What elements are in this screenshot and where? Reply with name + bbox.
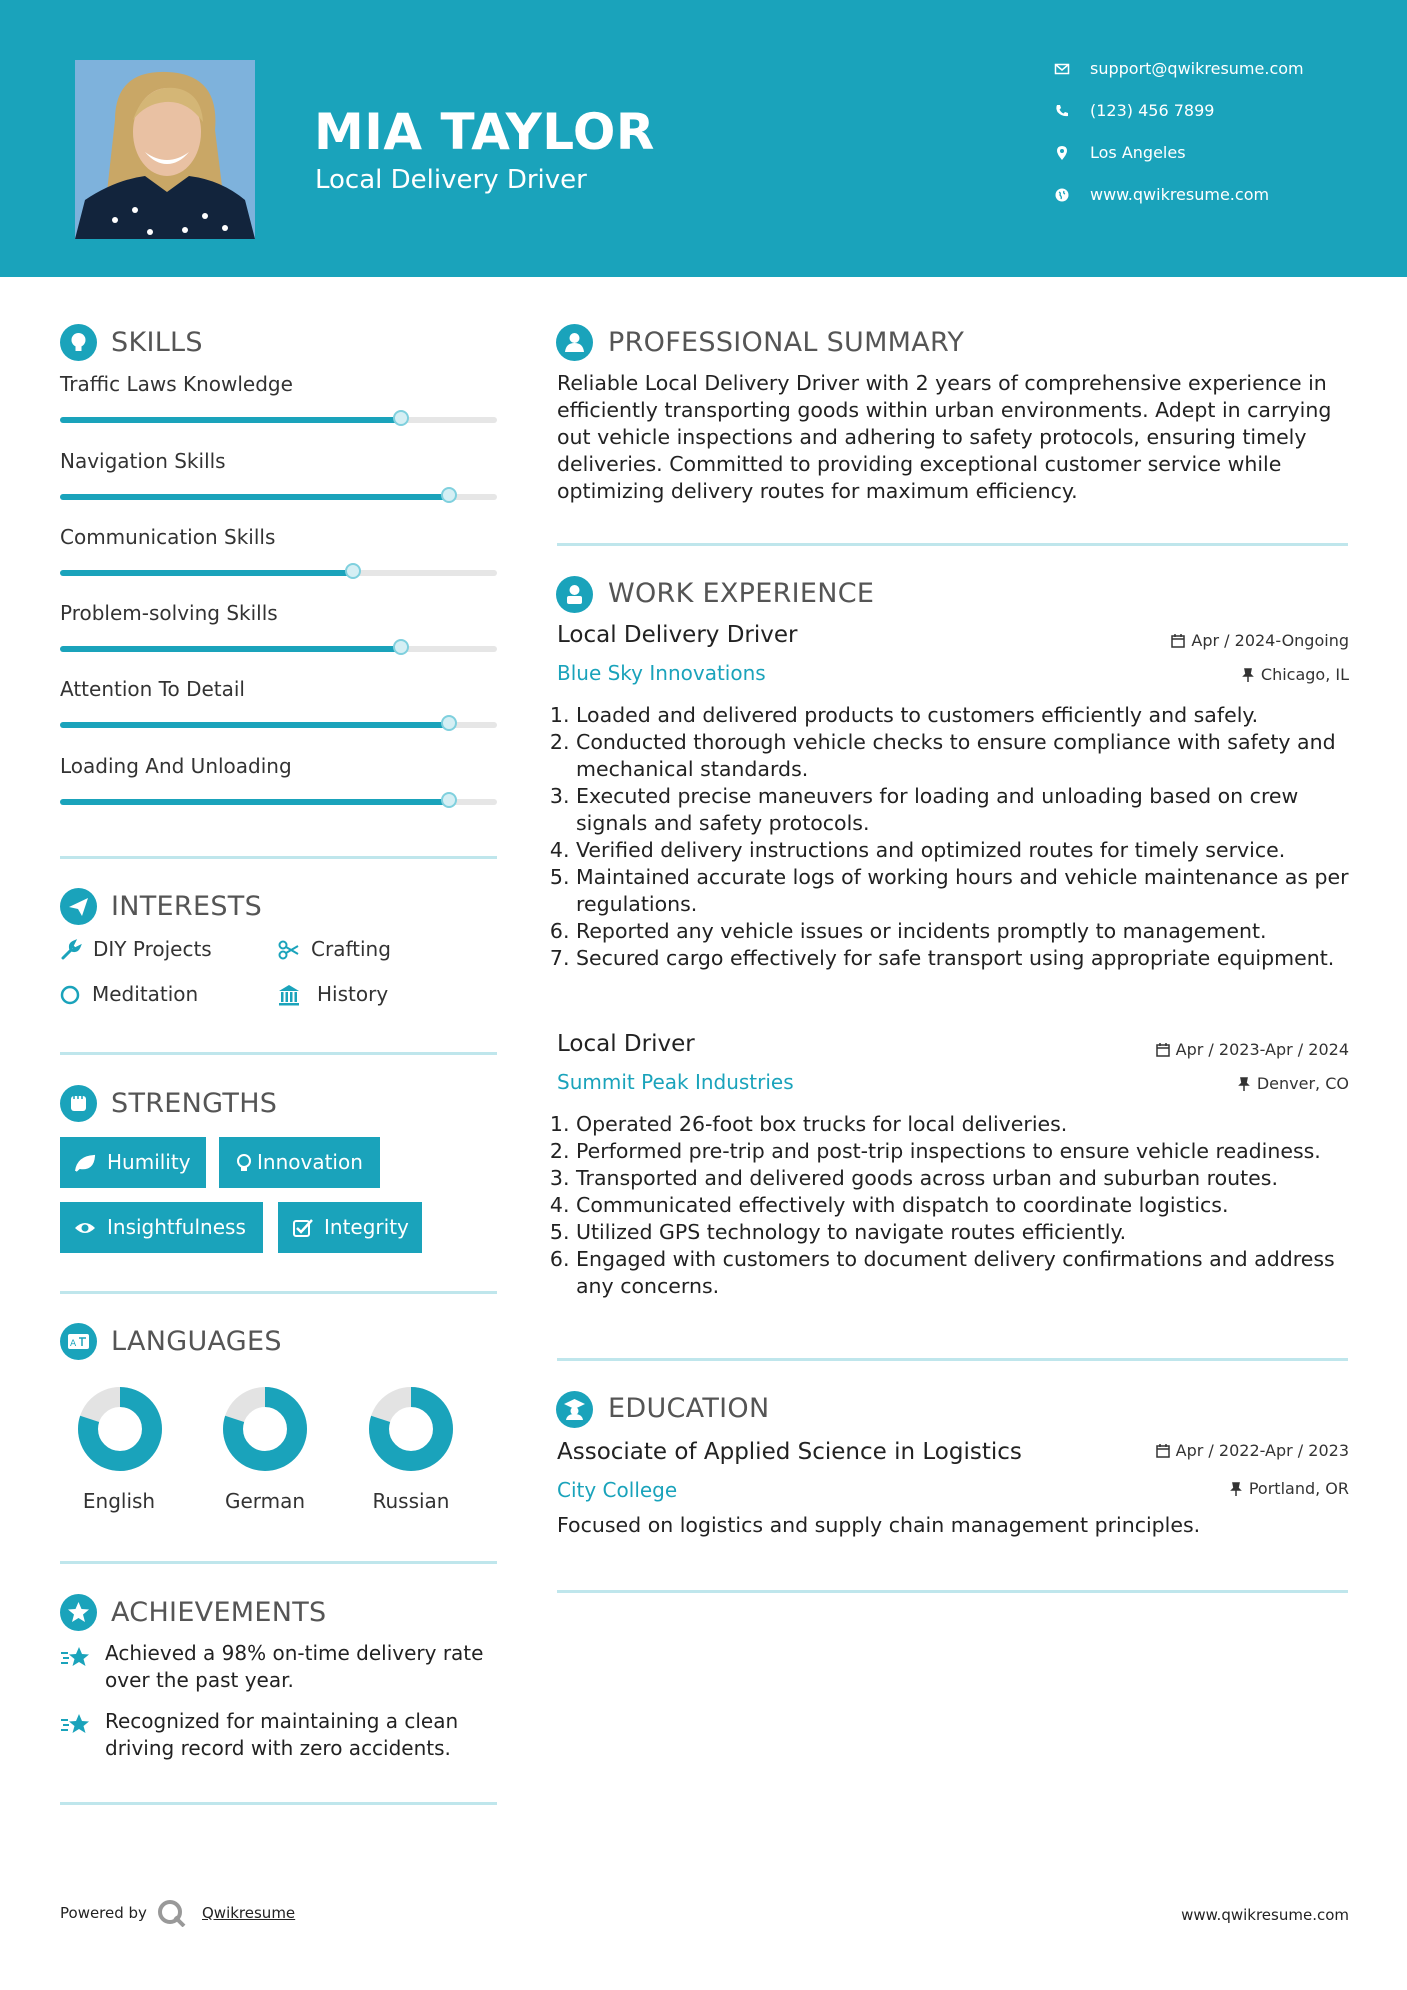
wrench-icon — [60, 939, 82, 961]
header-banner: MIA TAYLOR Local Delivery Driver support@qwikresume.com (123) 456 7899 Los Angeles www.qwikresume.com — [0, 0, 1407, 277]
skill-bar — [60, 417, 497, 423]
company-name: Summit Peak Industries — [557, 1070, 794, 1094]
section-divider — [60, 1561, 497, 1564]
language-label: English — [82, 1489, 156, 1513]
language-label: Russian — [372, 1489, 450, 1513]
calendar-icon — [1156, 1043, 1170, 1057]
duty-item: 4. Verified delivery instructions and optimized routes for timely service. — [576, 837, 1369, 864]
job-duties — [557, 1111, 1369, 1300]
powered-by-label: Powered by — [60, 1904, 147, 1922]
skills-heading: SKILLS — [111, 327, 203, 358]
duty-item: 1. Operated 26-foot box trucks for local deliveries. — [576, 1111, 1369, 1138]
duty-item: 7. Secured cargo effectively for safe transport using appropriate equipment. — [576, 945, 1369, 972]
achievements-heading: ACHIEVEMENTS — [111, 1597, 327, 1628]
lightbulb-icon — [233, 1153, 255, 1173]
calendar-icon — [1171, 634, 1185, 648]
section-divider — [60, 1802, 497, 1805]
pushpin-icon — [1237, 1077, 1251, 1091]
strength-badge: Innovation — [219, 1137, 380, 1188]
section-divider — [557, 543, 1348, 546]
qwikresume-link[interactable]: Qwikresume — [202, 1904, 296, 1922]
interests-heading: INTERESTS — [111, 891, 263, 922]
section-divider — [60, 1291, 497, 1294]
job-location: Denver, CO — [1237, 1074, 1349, 1093]
svg-text:A: A — [70, 1339, 77, 1349]
skill-label: Navigation Skills — [60, 449, 226, 473]
skill-bar — [60, 799, 497, 805]
profile-photo — [75, 60, 255, 239]
duty-item: 3. Transported and delivered goods across urban and suburban routes. — [576, 1165, 1369, 1192]
skill-label: Loading And Unloading — [60, 754, 292, 778]
skill-label: Communication Skills — [60, 525, 276, 549]
duty-item: 6. Engaged with customers to document delivery confirmations and address any concerns. — [576, 1246, 1369, 1300]
phone-icon — [1054, 103, 1070, 119]
job-title: Local Delivery Driver — [557, 622, 798, 648]
languages-heading: LANGUAGES — [111, 1326, 282, 1357]
bank-icon — [278, 984, 300, 1006]
paper-plane-icon — [60, 888, 97, 925]
leaf-icon — [74, 1153, 96, 1173]
pushpin-icon — [1229, 1482, 1243, 1496]
duty-item: 2. Performed pre-trip and post-trip inspections to ensure vehicle readiness. — [576, 1138, 1369, 1165]
education-heading: EDUCATION — [608, 1393, 770, 1424]
skill-bar — [60, 646, 497, 652]
language-ring — [368, 1386, 454, 1472]
summary-heading: PROFESSIONAL SUMMARY — [608, 327, 965, 358]
job-title: Local Driver — [557, 1031, 695, 1057]
star-icon — [60, 1712, 92, 1738]
summary-text: Reliable Local Delivery Driver with 2 years of comprehensive experience in efficiently transporting goods within urban environments. Adept in carrying out vehicle inspections and adhering to safety protocols, ensuring timely deliveries. Committed to providing exceptional customer service while optimizing delivery routes for maximum efficiency. — [557, 371, 1332, 503]
section-divider — [60, 1052, 497, 1055]
school-name: City College — [557, 1478, 678, 1502]
skill-label: Problem-solving Skills — [60, 601, 278, 625]
skill-bar — [60, 494, 497, 500]
scissors-icon — [278, 939, 300, 961]
skill-bar — [60, 722, 497, 728]
job-duties — [557, 702, 1369, 972]
pushpin-icon — [1241, 668, 1255, 682]
strength-badge: Insightfulness — [60, 1202, 263, 1253]
skill-knob — [441, 792, 457, 808]
job-location: Chicago, IL — [1241, 665, 1349, 684]
envelope-icon — [1054, 61, 1070, 77]
company-name: Blue Sky Innovations — [557, 661, 766, 685]
candidate-title: Local Delivery Driver — [315, 165, 587, 195]
star-badge-icon — [60, 1594, 97, 1631]
location-pin-icon — [1054, 145, 1070, 161]
briefcase-user-icon — [556, 576, 593, 613]
achievement-item: Recognized for maintaining a clean driving record with zero accidents. — [105, 1709, 459, 1760]
duty-item: 5. Utilized GPS technology to navigate routes efficiently. — [576, 1219, 1369, 1246]
skill-knob — [441, 715, 457, 731]
checkbox-icon — [292, 1218, 314, 1238]
duty-item: 2. Conducted thorough vehicle checks to ensure compliance with safety and mechanical standards. — [576, 729, 1369, 783]
skill-label: Traffic Laws Knowledge — [60, 372, 293, 396]
section-divider — [557, 1358, 1348, 1361]
qwikresume-logo-icon[interactable] — [157, 1899, 187, 1927]
education-dates: Apr / 2022-Apr / 2023 — [1156, 1441, 1349, 1460]
language-icon — [60, 1323, 97, 1360]
education-location: Portland, OR — [1229, 1479, 1349, 1498]
duty-item: 3. Executed precise maneuvers for loading and unloading based on crew signals and safety protocols. — [576, 783, 1369, 837]
lightbulb-icon — [60, 324, 97, 361]
circle-icon — [60, 984, 82, 1006]
section-divider — [557, 1590, 1348, 1593]
language-ring — [222, 1386, 308, 1472]
skill-knob — [441, 487, 457, 503]
graduate-icon — [556, 1391, 593, 1428]
experience-heading: WORK EXPERIENCE — [608, 578, 875, 609]
footer-url[interactable]: www.qwikresume.com — [1181, 1906, 1349, 1924]
calendar-icon — [1156, 1444, 1170, 1458]
language-ring — [77, 1386, 163, 1472]
skill-knob — [393, 639, 409, 655]
job-dates: Apr / 2024-Ongoing — [1171, 631, 1349, 650]
skill-bar — [60, 570, 497, 576]
achievement-item: Achieved a 98% on-time delivery rate over the past year. — [105, 1641, 484, 1692]
fist-icon — [60, 1085, 97, 1122]
candidate-name: MIA TAYLOR — [314, 103, 655, 161]
duty-item: 6. Reported any vehicle issues or incidents promptly to management. — [576, 918, 1369, 945]
eye-icon — [74, 1218, 96, 1238]
globe-icon — [1054, 187, 1070, 203]
user-icon — [556, 324, 593, 361]
star-icon — [60, 1645, 92, 1671]
job-dates: Apr / 2023-Apr / 2024 — [1156, 1040, 1349, 1059]
skill-knob — [345, 563, 361, 579]
strengths-heading: STRENGTHS — [111, 1088, 278, 1119]
education-description: Focused on logistics and supply chain management principles. — [557, 1513, 1201, 1537]
duty-item: 5. Maintained accurate logs of working hours and vehicle maintenance as per regulations. — [576, 864, 1369, 918]
strength-badge: Humility — [60, 1137, 206, 1188]
section-divider — [60, 856, 497, 859]
skill-label: Attention To Detail — [60, 677, 245, 701]
skill-knob — [393, 410, 409, 426]
degree-title: Associate of Applied Science in Logistics — [557, 1439, 1022, 1465]
duty-item: 1. Loaded and delivered products to customers efficiently and safely. — [576, 702, 1369, 729]
strength-badge: Integrity — [278, 1202, 422, 1253]
language-label: German — [224, 1489, 306, 1513]
duty-item: 4. Communicated effectively with dispatch to coordinate logistics. — [576, 1192, 1369, 1219]
